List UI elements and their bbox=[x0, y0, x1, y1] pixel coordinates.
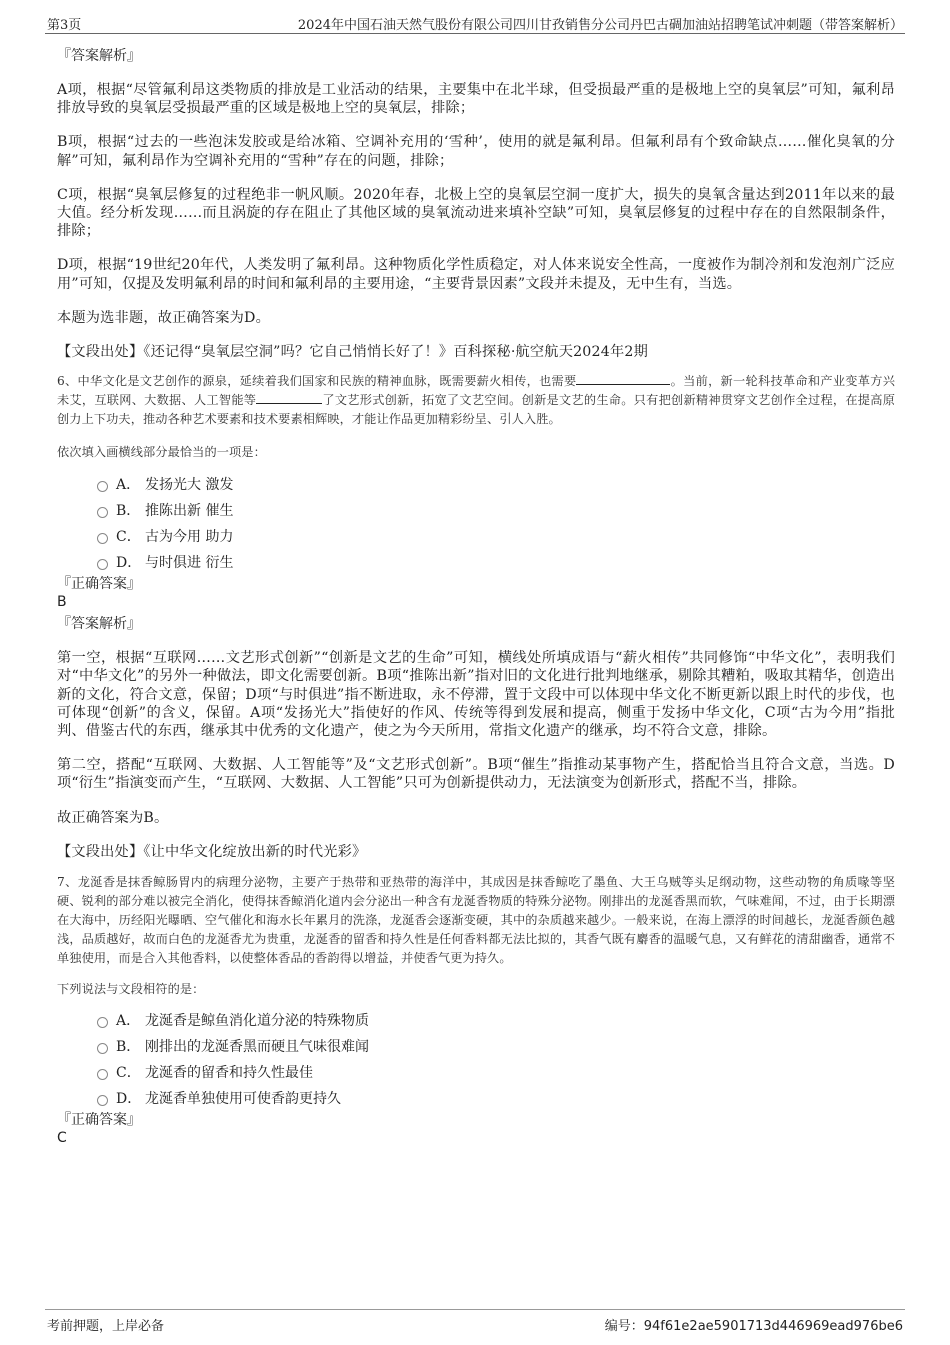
source-citation: 【文段出处】《让中华文化绽放出新的时代光彩》 bbox=[57, 843, 367, 860]
analysis-paragraph: 第二空，搭配“互联网、大数据、人工智能等”及“文艺形式创新”。B项“催生”指推动某事物产生，搭配恰当且符合文意，当选。D项“衍生”指演变而产生，“互联网、大数据、人工智能”只可为创新提供动力，无法演变为创新形式，搭配不当，排除。 bbox=[57, 757, 895, 792]
question-7-options bbox=[57, 1011, 895, 1115]
option-b[interactable]: B． 推陈出新 催生 bbox=[57, 501, 895, 527]
radio-button[interactable] bbox=[97, 1017, 108, 1028]
question-6-text: 6、中华文化是文艺创作的源泉，延续着我们国家和民族的精神血脉，既需要薪火相传，也需要 。当前，新一轮科技革命和产业变革方兴未艾，互联网、大数据、人工智能等 了文艺形式创新，拓宽了文艺空间。创新是文艺的生命。只有把创新精神贯穿文艺创作全过程，在提高原创力上下功夫，推动各种艺术要素和技术要素相辉映，才能让作品更加精彩纷呈、引人入胜。 bbox=[57, 374, 895, 427]
option-b[interactable]: B． 刚排出的龙涎香黑而硬且气味很难闻 bbox=[57, 1037, 895, 1063]
correct-answer: C bbox=[57, 1130, 67, 1147]
radio-button[interactable] bbox=[97, 533, 108, 544]
analysis-paragraph: C项，根据“臭氧层修复的过程绝非一帆风顺。2020年春，北极上空的臭氧层空洞一度扩大，损失的臭氧含量达到2011年以来的最大值。经分析发现……而且涡旋的存在阻止了其他区域的臭氧流动进来填补空缺”可知，臭氧层修复的过程中存在的自然限制条件，排除； bbox=[57, 186, 895, 240]
radio-button[interactable] bbox=[97, 1095, 108, 1106]
option-d[interactable]: D． 与时俱进 衍生 bbox=[57, 553, 895, 579]
page-number: 第3页 bbox=[47, 18, 82, 33]
question-7-text: 7、龙涎香是抹香鲸肠胃内的病理分泌物，主要产于热带和亚热带的海洋中，其成因是抹香鲸吃了墨鱼、大王乌贼等头足纲动物，这些动物的角质喙等坚硬、锐利的部分难以被完全消化，使得抹香鲸消化道内会分泌出一种含有龙涎香物质的特殊分泌物。刚排出的龙涎香黑而软，气味难闻，不过，由于长期漂在大海中，历经阳光曝晒、空气催化和海水长年累月的洗涤，龙涎香会逐渐变硬，其中的杂质越来越少。一般来说，在海上漂浮的时间越长，龙涎香颜色越浅，品质越好，故而白色的龙涎香尤为贵重，龙涎香的留香和持久性是任何香料都无法比拟的，其香气既有麝香的温暖气息，又有鲜花的清甜幽香，通常不单独使用，而是合入其他香料，以使整体香品的香韵得以增益，并使香气更为持久。 bbox=[57, 875, 895, 966]
analysis-label: 『答案解析』 bbox=[57, 616, 141, 633]
document-code: 编号：94f61e2ae5901713d446969ead976be6 bbox=[604, 1319, 903, 1334]
answer-blank bbox=[256, 391, 322, 404]
option-a[interactable]: A． 发扬光大 激发 bbox=[57, 475, 895, 501]
analysis-label: 『答案解析』 bbox=[57, 48, 141, 64]
radio-button[interactable] bbox=[97, 1069, 108, 1080]
radio-button[interactable] bbox=[97, 559, 108, 570]
page-footer bbox=[45, 1309, 905, 1340]
footer-slogan: 考前押题，上岸必备 bbox=[47, 1319, 165, 1334]
option-d[interactable]: D． 龙涎香单独使用可使香韵更持久 bbox=[57, 1089, 895, 1115]
radio-button[interactable] bbox=[97, 507, 108, 518]
option-c[interactable]: C． 龙涎香的留香和持久性最佳 bbox=[57, 1063, 895, 1089]
radio-button[interactable] bbox=[97, 1043, 108, 1054]
question-7-prompt: 下列说法与文段相符的是： bbox=[57, 982, 205, 997]
analysis-paragraph: 第一空，根据“互联网……文艺形式创新”“创新是文艺的生命”可知，横线处所填成语与“薪火相传”共同修饰“中华文化”，表明我们对“中华文化”的另外一种做法，即文化需要创新。B项“推陈出新”指对旧的文化进行批判地继承，剔除其糟粕，吸取其精华，创造出新的文化，符合文意，保留；D项“与时俱进”指不断进取，永不停滞，置于文段中可以体现中华文化不断更新以跟上时代的步伐，也可体现“创新”的含义，保留。A项“发扬光大”指使好的作风、传统等得到发展和提高，侧重于发扬中华文化，C项“古为今用”指批判、借鉴古代的东西，继承其中优秀的文化遗产，使之为今天所用，常指文化遗产的继承，均不符合文意，排除。 bbox=[57, 650, 895, 740]
correct-answer-label: 『正确答案』 bbox=[57, 1112, 141, 1129]
analysis-paragraph: B项，根据“过去的一些泡沫发胶或是给冰箱、空调补充用的‘雪种’，使用的就是氟利昂。但氟利昂有个致命缺点……催化臭氧的分解”可知，氟利昂作为空调补充用的“雪种”存在的问题，排除； bbox=[57, 134, 895, 169]
document-title: 2024年中国石油天然气股份有限公司四川甘孜销售分公司丹巴古碉加油站招聘笔试冲刺题（带答案解析） bbox=[297, 18, 903, 33]
analysis-paragraph: A项，根据“尽管氟利昂这类物质的排放是工业活动的结果，主要集中在北半球，但受损最严重的是极地上空的臭氧层”可知，氟利昂排放导致的臭氧层受损最严重的区域是极地上空的臭氧层，排除； bbox=[57, 82, 895, 117]
analysis-conclusion: 故正确答案为B。 bbox=[57, 809, 169, 826]
question-6-prompt: 依次填入画横线部分最恰当的一项是： bbox=[57, 445, 266, 460]
analysis-conclusion: 本题为选非题，故正确答案为D。 bbox=[57, 309, 271, 326]
page-header bbox=[45, 11, 905, 34]
answer-blank bbox=[576, 372, 670, 385]
radio-button[interactable] bbox=[97, 481, 108, 492]
analysis-paragraph: D项，根据“19世纪20年代，人类发明了氟利昂。这种物质化学性质稳定，对人体来说安全性高，一度被作为制冷剂和发泡剂广泛应用”可知，仅提及发明氟利昂的时间和氟利昂的主要用途，“主要背景因素”文段并未提及，无中生有，当选。 bbox=[57, 257, 895, 292]
correct-answer-label: 『正确答案』 bbox=[57, 576, 141, 593]
correct-answer: B bbox=[57, 594, 67, 611]
question-6-options bbox=[57, 475, 895, 579]
page-content bbox=[57, 44, 895, 1147]
option-c[interactable]: C． 古为今用 助力 bbox=[57, 527, 895, 553]
option-a[interactable]: A． 龙涎香是鲸鱼消化道分泌的特殊物质 bbox=[57, 1011, 895, 1037]
source-citation: 【文段出处】《还记得“臭氧层空洞”吗？它自己悄悄长好了！》百科探秘·航空航天2024年2期 bbox=[57, 344, 648, 361]
